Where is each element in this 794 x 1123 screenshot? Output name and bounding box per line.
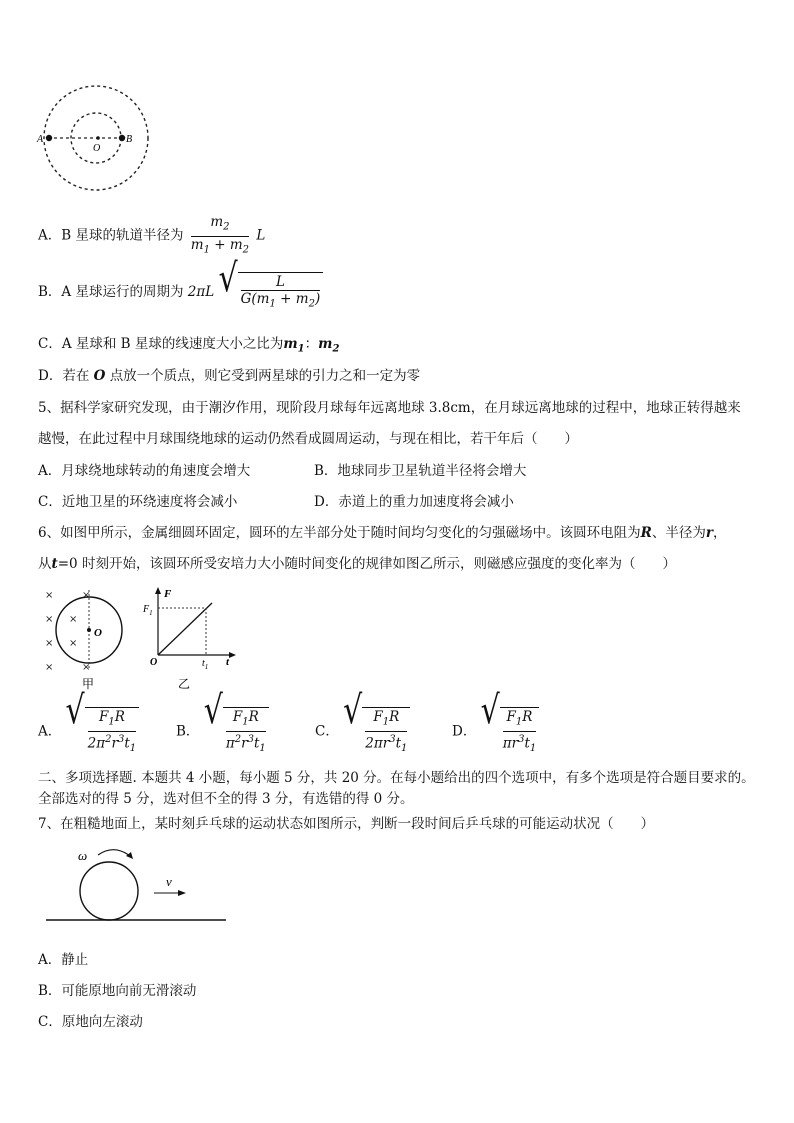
q6-option-a[interactable]: A． √ $\frac{F_1R}{2\pi^2r^3t_1}$: [38, 707, 139, 757]
svg-text:×: ×: [82, 590, 91, 601]
origin-label: O: [150, 657, 158, 668]
q5-option-d[interactable]: D．赤道上的重力加速度将会减小: [314, 494, 514, 510]
section-two-instructions-line2: 全部选对的得 5 分，选对但不全的得 3 分，有选错的得 0 分。: [38, 791, 414, 807]
svg-text:×: ×: [69, 614, 78, 625]
q6-stem-line2: 从t=0 时刻开始，该圆环所受安培力大小随时间变化的规律如图乙所示，则磁感应强度的变化率为（ ）: [38, 556, 676, 572]
f-axis-label: F: [164, 588, 172, 600]
q5-option-b[interactable]: B．地球同步卫星轨道半径将会增大: [314, 463, 527, 479]
force-time-graph: [140, 585, 250, 690]
svg-text:×: ×: [45, 662, 54, 673]
q4-option-c[interactable]: C．A 星球和 B 星球的线速度大小之比为$m_1$：$m_2$: [38, 336, 340, 355]
svg-text:×: ×: [45, 638, 54, 649]
t1-label: $t_1$: [202, 658, 209, 671]
f1-label: $F_1$: [143, 604, 153, 617]
star-a: [46, 135, 52, 141]
fraction-radius: $\frac{m_2}{m_1 + m_2}$: [190, 214, 250, 256]
ping-pong-ball: [80, 862, 138, 920]
t-axis-label: t: [226, 656, 230, 668]
q6-option-d[interactable]: D． √ $\frac{F_1R}{\pi r^3t_1}$: [452, 707, 539, 757]
q5-option-c[interactable]: C．近地卫星的环绕速度将会减小: [38, 494, 238, 510]
omega-label: ω: [78, 848, 88, 863]
q7-option-a[interactable]: A．静止: [38, 952, 89, 968]
q7-stem: 7、在粗糙地面上，某时刻乒乓球的运动状态如图所示，判断一段时间后乒乓球的可能运动状况（ ）: [38, 816, 655, 832]
ring-magnetic-field-diagram: [38, 585, 138, 690]
svg-text:×: ×: [82, 662, 91, 673]
q5-stem-line1: 5、据科学家研究发现，由于潮汐作用，现阶段月球每年远离地球 3.8cm，在月球远离地球的过程中，地球正转得越来: [38, 400, 741, 416]
label-o: O: [93, 143, 101, 154]
q6-option-c[interactable]: C． √ $\frac{F_1R}{2\pi r^3t_1}$: [315, 707, 410, 757]
sqrt-period: √ $\frac{L}{G(m_1 + m_2)}$: [219, 272, 324, 313]
svg-text:×: ×: [45, 590, 54, 601]
svg-text:×: ×: [45, 614, 54, 625]
svg-text:×: ×: [69, 638, 78, 649]
q6-option-b[interactable]: B． √ $\frac{F_1R}{\pi^2r^3t_1}$: [176, 707, 269, 757]
q7-option-c[interactable]: C．原地向左滚动: [38, 1014, 143, 1030]
section-two-instructions-line1: 二、多项选择题. 本题共 4 小题，每小题 5 分，共 20 分。在每小题给出的四个选项中，有多个选项是符合题目要求的。: [38, 770, 755, 786]
q5-stem-line2: 越慢，在此过程中月球围绕地球的运动仍然看成圆周运动，与现在相比，若干年后（ ）: [38, 431, 578, 447]
q7-option-b[interactable]: B．可能原地向前无滑滚动: [38, 983, 197, 999]
figure-yi-caption: 乙: [178, 677, 191, 690]
rolling-ball-diagram: [44, 842, 234, 926]
q4-option-d[interactable]: D．若在 O 点放一个质点，则它受到两星球的引力之和一定为零: [38, 368, 421, 384]
velocity-label: v: [166, 874, 172, 889]
q4-option-b[interactable]: B．A 星球运行的周期为 2πL √ $\frac{L}{G(m_1 + m_2)}$: [38, 272, 323, 313]
label-b: B: [126, 134, 133, 145]
orbit-diagram: [36, 80, 158, 198]
center-o: [96, 136, 100, 140]
label-a: A: [37, 134, 44, 145]
figure-jia-caption: 甲: [82, 677, 95, 690]
q4-option-a[interactable]: A．B 星球的轨道半径为 $\frac{m_2}{m_1 + m_2}$ L: [38, 214, 265, 258]
star-b: [119, 135, 125, 141]
q5-option-a[interactable]: A．月球绕地球转动的角速度会增大: [38, 463, 251, 479]
q6-stem-line1: 6、如图甲所示，金属细圆环固定，圆环的左半部分处于随时间均匀变化的匀强磁场中。该圆环电阻为R、半径为r，: [38, 525, 727, 541]
ring-center-label: O: [94, 627, 102, 639]
